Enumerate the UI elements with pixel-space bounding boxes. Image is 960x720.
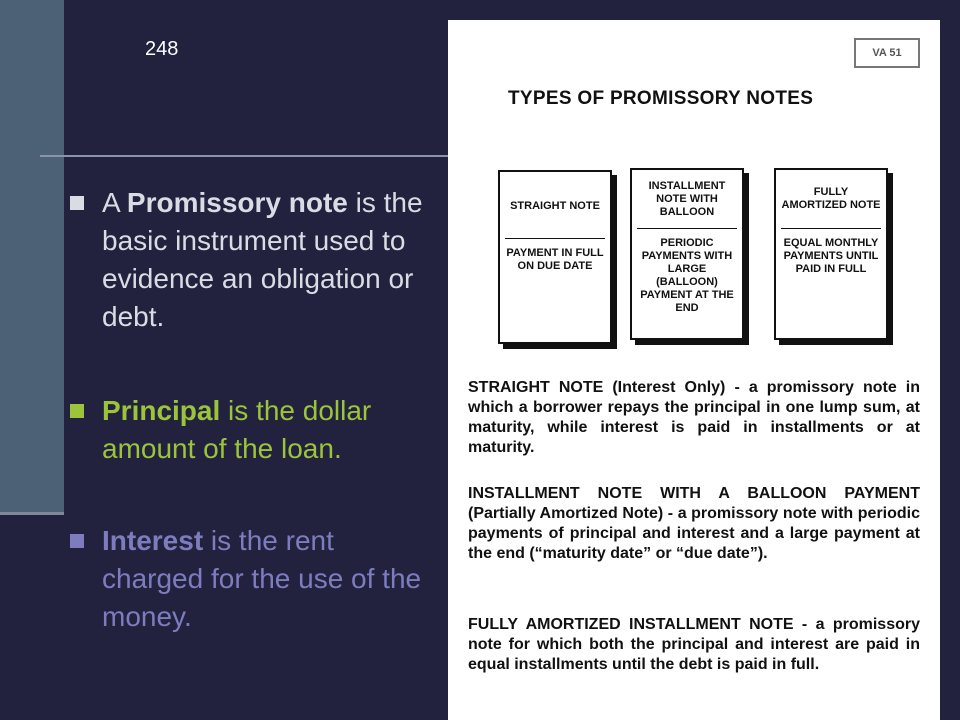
box-heading: STRAIGHT NOTE [510,199,600,212]
bullet-text: Interest is the rent charged for the use of the money. [102,525,422,632]
box-description: PERIODIC PAYMENTS WITH LARGE (BALLOON) PAYMENT AT THE END [640,237,734,314]
definition-straight-note: STRAIGHT NOTE (Interest Only) - a promissory note in which a borrower repays the principal in one lump sum, at maturity, while interest is paid in installments or at maturity. [468,379,920,456]
bullet-promissory-note [70,184,430,336]
left-accent-bar [0,0,64,515]
bullet-square-icon [70,534,84,548]
bullet-text: A Promissory note is the basic instrument used to evidence an obligation or debt. [102,187,423,332]
box-description: EQUAL MONTHLY PAYMENTS UNTIL PAID IN FULL [783,237,879,275]
box-description: PAYMENT IN FULL ON DUE DATE [506,247,604,272]
note-type-box-balloon [630,168,744,340]
document-title: TYPES OF PROMISSORY NOTES [508,88,814,109]
box-heading: FULLY AMORTIZED NOTE [781,186,881,211]
box-heading: INSTALLMENT NOTE WITH BALLOON [648,179,726,218]
definition-balloon-note: INSTALLMENT NOTE WITH A BALLOON PAYMENT (Partially Amortized Note) - a promissory note with periodic payments of principal and interest and a large payment at the end (“maturity date” or “due date”). [468,485,920,562]
bullet-principal [70,392,430,468]
bullet-text: Principal is the dollar amount of the loan. [102,395,372,464]
bullet-square-icon [70,404,84,418]
promissory-notes-document [448,20,940,720]
divider-line [40,155,460,157]
note-type-box-straight [498,170,612,344]
bullet-interest [70,522,430,636]
page-number: 248 [145,38,179,60]
note-type-box-amortized [774,168,888,340]
bullet-square-icon [70,196,84,210]
form-badge: VA 51 [854,38,920,68]
definition-amortized-note: FULLY AMORTIZED INSTALLMENT NOTE - a promissory note for which both the principal and interest are paid in equal installments until the debt is paid in full. [468,616,920,673]
